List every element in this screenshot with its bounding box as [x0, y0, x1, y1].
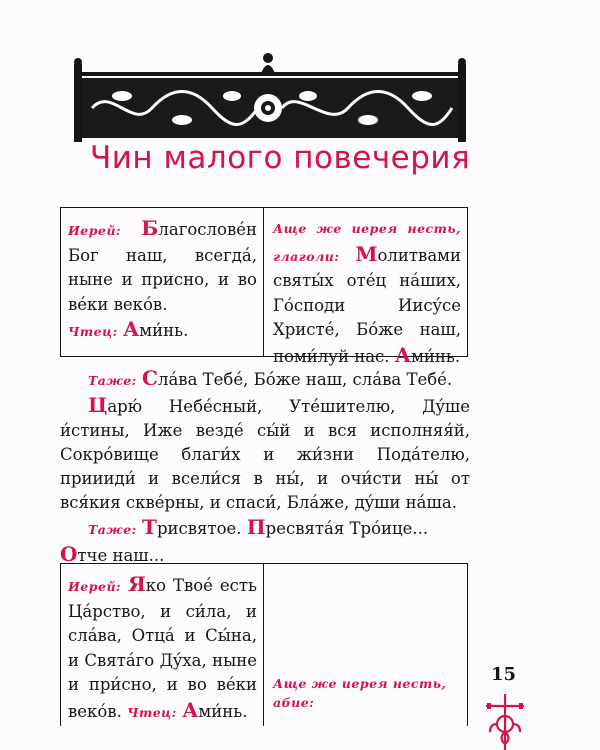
- drop-cap: С: [142, 366, 158, 390]
- page-title: Чин малого повечерия: [90, 140, 471, 176]
- our-father-text: тче наш...: [77, 546, 165, 565]
- ornamental-cross-icon: [484, 694, 526, 750]
- floral-headpiece-icon: [72, 50, 472, 142]
- kingdom-exclamation-table: [60, 563, 468, 726]
- priest-column: [61, 208, 264, 356]
- page-number: 15: [491, 664, 517, 685]
- priest-blessing-table: [60, 207, 468, 367]
- drop-cap: А: [394, 342, 412, 367]
- drop-cap: Т: [142, 515, 157, 539]
- lay-column: [264, 208, 467, 367]
- drop-cap: П: [246, 515, 266, 539]
- drop-cap: М: [355, 241, 378, 266]
- prayer-body: [60, 366, 470, 568]
- rubric-reader: Чтец:: [68, 324, 118, 339]
- rubric-reader: Чтец:: [127, 704, 177, 720]
- rubric-no-priest: Аще же иерея несть, глаголи:: [273, 221, 461, 264]
- amen-text: ми́нь.: [139, 321, 189, 340]
- drop-cap: А: [123, 317, 140, 341]
- amen-text: ми́нь.: [198, 701, 248, 721]
- glory-text: лáва Тебé, Бóже наш, слáва Тебé.: [157, 370, 453, 389]
- drop-cap: А: [182, 697, 199, 722]
- rubric-no-priest: Аще же иерея несть, абие:: [273, 676, 447, 710]
- blessing-text: лагословéн Бог наш, всегдá, нынe и присно, и во вéки векóв.: [68, 220, 257, 314]
- exclamation-text: ко Твоé есть Цáрство, и си́ла, и слáва, Отцá и Сы́на, и Святáго Дýха, нынe и при́сно, и во вéки векóв.: [68, 576, 257, 721]
- drop-cap: Я: [128, 572, 146, 596]
- rubric-then: Таже:: [88, 373, 137, 388]
- rubric-priest: Иерей:: [68, 223, 122, 238]
- holy-trinity-text: ресвятáя Трóице...: [265, 519, 429, 538]
- rubric-then: Таже:: [88, 522, 137, 537]
- drop-cap: Б: [141, 216, 159, 240]
- heavenly-king-text: арю́ Небéсный, Утéшителю, Дýше и́стины, Иже вездé сы́й и вся исполняя́й, Сокрóвище благи́х и жи́зни Подáтелю, приииди́ и всели́ся в ны́, и очи́сти ны́ от вся́кия сквéрны, и спаси́, Блáже, дýши нáша.: [60, 397, 470, 512]
- drop-cap: Ц: [88, 393, 108, 417]
- rubric-priest: Иерей:: [68, 579, 122, 594]
- prayer-text: олитвами святы́х отéц нáших, Гóсподи Иисýсе Христé, Бóже наш, поми́луй нас.: [273, 245, 461, 366]
- lay-column: [264, 564, 467, 726]
- drop-cap: О: [60, 542, 78, 566]
- trisagion-text: рисвятое.: [156, 519, 242, 538]
- amen-text: ми́нь.: [411, 346, 461, 366]
- priest-column: [61, 564, 264, 726]
